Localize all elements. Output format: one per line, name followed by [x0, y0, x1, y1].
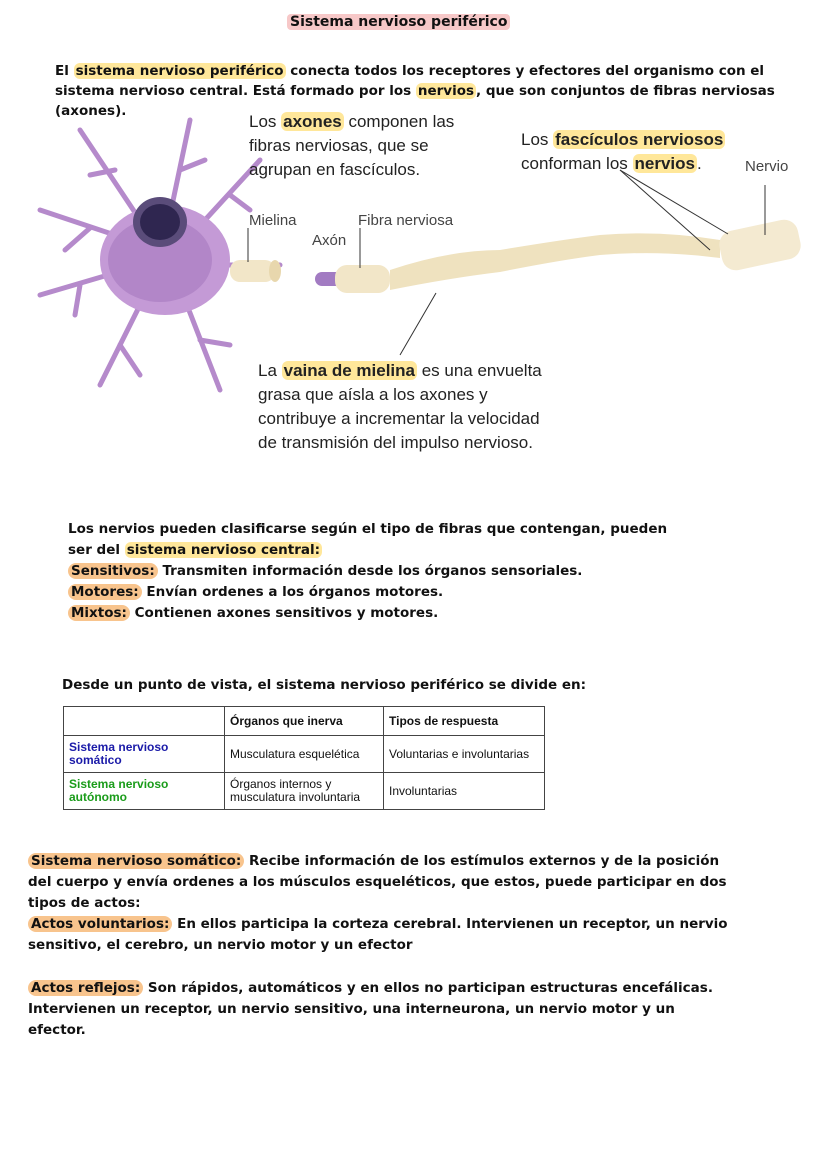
table-cell: Musculatura esquelética — [225, 736, 384, 773]
table-cell: Sistema nervioso autónomo — [64, 773, 225, 810]
caption-text: es una envuelta grasa que aísla a los axones y contribuye a incrementar la velocidad de transmisión del impulso nervioso. — [258, 361, 542, 452]
table-row — [64, 736, 545, 773]
classification-item — [68, 582, 668, 603]
caption-text: Los — [249, 112, 282, 131]
term-voluntarios: Actos voluntarios: — [28, 916, 172, 932]
paragraph-line — [28, 978, 728, 1041]
caption-highlight: axones — [283, 112, 342, 131]
classification-item — [68, 603, 668, 624]
item-text: Contienen axones sensitivos y motores. — [129, 605, 439, 621]
classification-item — [68, 561, 668, 582]
caption-vaina — [258, 359, 558, 455]
term-motores: Motores: — [68, 584, 142, 600]
paragraph-text: Recibe información de los estímulos externos y de la posición del cuerpo y envía ordenes a los músculos esqueléticos, que estos, puede participar en dos tipos de actos: — [28, 853, 727, 911]
caption-highlight: vaina de mielina — [283, 361, 415, 380]
paragraph-line — [28, 914, 728, 956]
title-highlight: Sistema nervioso periférico — [287, 14, 510, 30]
caption-axones — [249, 110, 479, 182]
table-header-row — [64, 707, 545, 736]
paragraph-text: Son rápidos, automáticos y en ellos no participan estructuras encefálicas. Intervienen un receptor, un nervio sensitivo, una interneurona, un nervio motor y un efector. — [28, 980, 713, 1038]
nucleus-inner — [140, 204, 180, 240]
intro-text: El — [55, 63, 74, 79]
paragraph-line — [28, 851, 728, 914]
label-mielina: Mielina — [249, 212, 297, 229]
classification-text: Los nervios pueden clasificarse según el tipo de fibras que contengan, pueden ser del — [68, 521, 668, 558]
intro-text: , que son conjuntos de fibras nerviosas (axones). — [55, 83, 775, 119]
term-somatico: Sistema nervioso somático: — [28, 853, 244, 869]
somatico-paragraph — [28, 851, 728, 914]
intro-highlight: nervios — [417, 83, 475, 99]
term-mixtos: Mixtos: — [68, 605, 130, 621]
table-header — [64, 707, 225, 736]
table-row — [64, 773, 545, 810]
division-table — [63, 706, 545, 810]
caption-highlight: fascículos nerviosos — [555, 130, 724, 149]
item-text: Transmiten información desde los órganos sensoriales. — [157, 563, 583, 579]
caption-highlight: nervios — [634, 154, 695, 173]
caption-text: componen las fibras nerviosas, que se agrupan en fascículos. — [249, 112, 455, 179]
classification-section — [68, 519, 668, 624]
table-cell: Voluntarias e involuntarias — [384, 736, 545, 773]
caption-text: . — [696, 154, 702, 173]
label-axon: Axón — [312, 232, 347, 249]
caption-text: Los — [521, 130, 554, 149]
reflejos-paragraph — [28, 978, 728, 1041]
paragraph-text: En ellos participa la corteza cerebral. Intervienen un receptor, un nervio sensitivo, el cerebro, un nervio motor y un efector — [28, 916, 728, 953]
caption-text: conforman los — [521, 154, 633, 173]
intro-text: conecta todos los receptores y efectores del organismo con el sistema nervioso central. Está formado por los — [55, 63, 765, 99]
caption-text: La — [258, 361, 282, 380]
table-cell: Órganos internos y musculatura involuntaria — [225, 773, 384, 810]
classification-highlight: sistema nervioso central: — [126, 542, 321, 558]
table-intro: Desde un punto de vista, el sistema nervioso periférico se divide en: — [62, 677, 587, 693]
item-text: Envían ordenes a los órganos motores. — [141, 584, 444, 600]
intro-highlight: sistema nervioso periférico — [75, 63, 284, 79]
caption-fasciculos — [521, 128, 751, 176]
table-header: Tipos de respuesta — [384, 707, 545, 736]
label-fibra-nerviosa: Fibra nerviosa — [358, 212, 454, 229]
classification-intro — [68, 519, 668, 561]
axon-tube — [230, 217, 803, 293]
term-reflejos: Actos reflejos: — [28, 980, 143, 996]
voluntarios-paragraph — [28, 914, 728, 956]
table-header: Órganos que inerva — [225, 707, 384, 736]
page-title — [287, 14, 510, 30]
label-nervio: Nervio — [745, 158, 789, 175]
term-sensitivos: Sensitivos: — [68, 563, 158, 579]
table-cell: Involuntarias — [384, 773, 545, 810]
table-cell: Sistema nervioso somático — [64, 736, 225, 773]
